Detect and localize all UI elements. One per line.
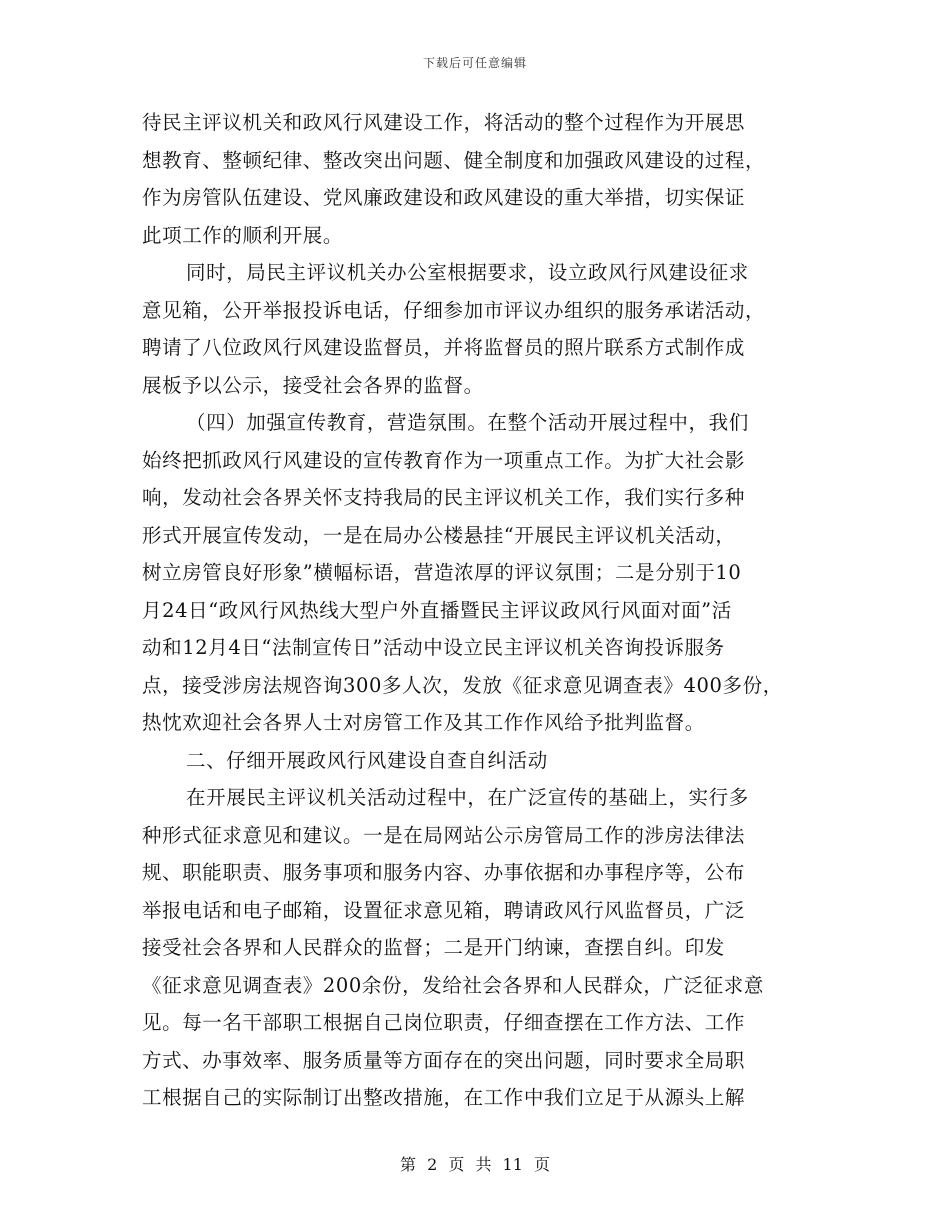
text-line: （四）加强宣传教育，营造氛围。在整个活动开展过程中，我们 xyxy=(186,411,749,434)
text-line: 动和12月4日“法制宣传日”活动中设立民主评议机关咨询投诉服务 xyxy=(142,636,725,659)
text-line: 工根据自己的实际制订出整改措施，在工作中我们立足于从源头上解 xyxy=(142,1086,746,1109)
text-line: 作为房管队伍建设、党风廉政建设和政风建设的重大举措，切实保证 xyxy=(142,186,746,209)
text-line: 《征求意见调查表》200余份，发给社会各界和人民群众，广泛征求意 xyxy=(142,973,764,997)
text-line: 想教育、整顿纪律、整改突出问题、健全制度和加强政风建设的过程， xyxy=(142,148,766,172)
text-line: 始终把抓政风行风建设的宣传教育作为一项重点工作。为扩大社会影 xyxy=(142,448,746,472)
text-line: 规、职能职责、服务事项和服务内容、办事依据和办事程序等，公布 xyxy=(142,861,746,884)
text-line: 月24日“政风行风热线大型户外直播暨民主评议政风行风面对面”活 xyxy=(142,598,732,622)
text-line: 点，接受涉房法规咨询300多人次，发放《征求意见调查表》400多份， xyxy=(142,673,783,697)
text-line: 热忱欢迎社会各界人士对房管工作及其工作作风给予批判监督。 xyxy=(142,711,705,734)
text-line: 同时，局民主评议机关办公室根据要求，设立政风行风建设征求 xyxy=(186,261,749,284)
text-line: 树立房管良好形象”横幅标语，营造浓厚的评议氛围；二是分别于10 xyxy=(142,561,742,584)
page-header: 下载后可任意编辑 xyxy=(422,56,527,70)
text-line: 接受社会各界和人民群众的监督；二是开门纳谏，查摆自纠。印发 xyxy=(142,936,725,959)
text-line: 待民主评议机关和政风行风建设工作，将活动的整个过程作为开展思 xyxy=(142,111,746,134)
document-body xyxy=(142,104,818,1117)
text-line: 二、仔细开展政风行风建设自查自纠活动 xyxy=(186,748,548,772)
text-line: 在开展民主评议机关活动过程中，在广泛宣传的基础上，实行多 xyxy=(186,786,749,809)
text-line: 见。每一名干部职工根据自己岗位职责，仔细查摆在工作方法、工作 xyxy=(142,1011,746,1034)
text-line: 方式、办事效率、服务质量等方面存在的突出问题，同时要求全局职 xyxy=(142,1048,746,1072)
text-line: 此项工作的顺利开展。 xyxy=(142,223,344,247)
text-line: 展板予以公示，接受社会各界的监督。 xyxy=(142,373,484,397)
text-line: 形式开展宣传发动，一是在局办公楼悬挂“开展民主评议机关活动， xyxy=(142,523,736,547)
text-line: 举报电话和电子邮箱，设置征求意见箱，聘请政风行风监督员，广泛 xyxy=(142,898,746,922)
text-line: 响，发动社会各界关怀支持我局的民主评议机关工作，我们实行多种 xyxy=(142,486,746,509)
text-line: 聘请了八位政风行风建设监督员，并将监督员的照片联系方式制作成 xyxy=(142,336,746,359)
text-line: 种形式征求意见和建议。一是在局网站公示房管局工作的涉房法律法 xyxy=(142,823,746,847)
text-line: 意见箱，公开举报投诉电话，仔细参加市评议办组织的服务承诺活动， xyxy=(142,298,766,322)
page-footer: 第 2 页 共 11 页 xyxy=(400,1155,550,1174)
